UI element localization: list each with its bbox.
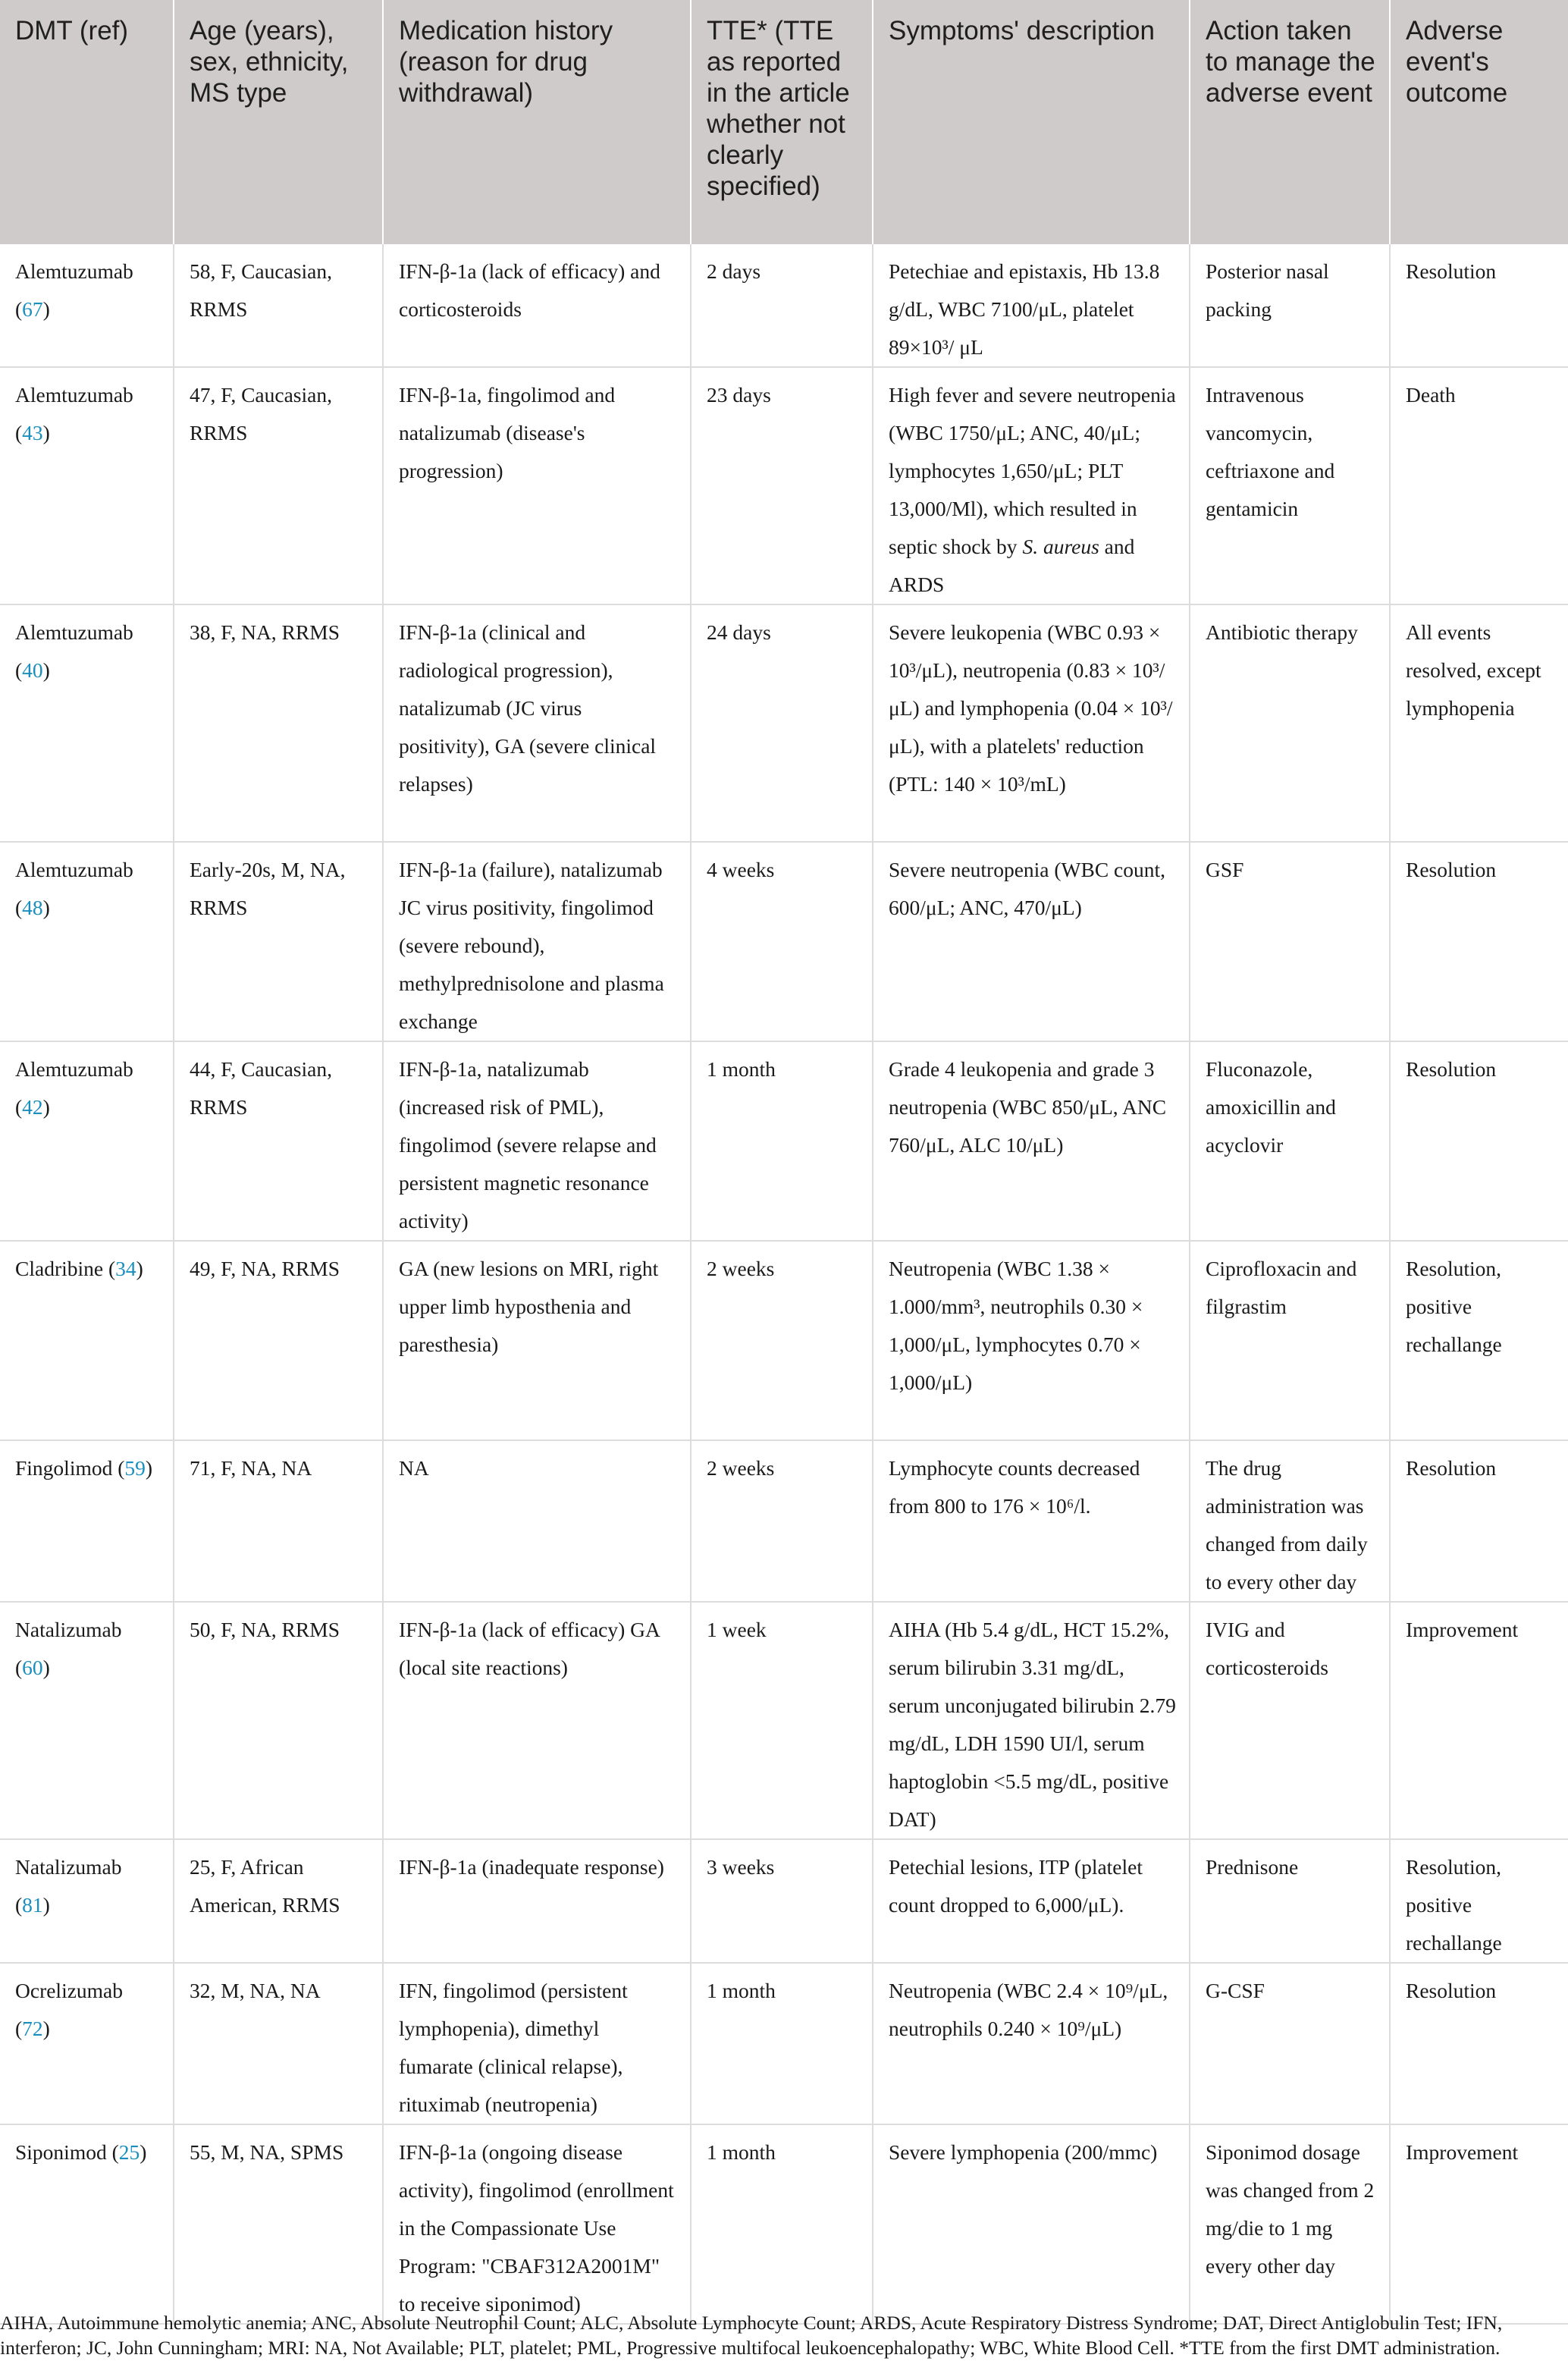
drug-name: Alemtuzumab	[15, 259, 133, 283]
footnote-line: AIHA, Autoimmune hemolytic anemia; ANC, Absolute Neutrophil Count; ALC, Absolute Lymphocyte Count; ARDS, Acute Respiratory Distress Syndrome; DAT, Direct Antiglobulin Test; IFN,	[0, 2312, 1503, 2334]
table-row	[0, 1602, 1568, 1839]
cell-action: Posterior nasal packing	[1190, 244, 1390, 367]
pathogen-name: S. aureus	[1022, 535, 1099, 558]
drug-name: Natalizumab	[15, 1618, 122, 1641]
cell-symptoms: Petechial lesions, ITP (platelet count dropped to 6,000/μL).	[873, 1839, 1190, 1963]
reference-link[interactable]: 81	[22, 1893, 43, 1917]
cell-outcome: Resolution, positive rechallange	[1390, 1839, 1568, 1963]
cell-patient: 49, F, NA, RRMS	[174, 1241, 383, 1440]
cell-medication-history: IFN-β-1a (ongoing disease activity), fingolimod (enrollment in the Compassionate Use Program: "CBAF312A2001M" to receive siponimod)	[383, 2124, 691, 2324]
reference-link[interactable]: 25	[118, 2140, 140, 2164]
cell-patient: 50, F, NA, RRMS	[174, 1602, 383, 1839]
cell-action: Antibiotic therapy	[1190, 604, 1390, 842]
drug-name: Fingolimod	[15, 1456, 113, 1480]
cell-medication-history: GA (new lesions on MRI, right upper limb hyposthenia and paresthesia)	[383, 1241, 691, 1440]
cell-dmt: Fingolimod (59)	[0, 1440, 174, 1602]
cell-medication-history: IFN-β-1a (clinical and radiological progression), natalizumab (JC virus positivity), GA (severe clinical relapses)	[383, 604, 691, 842]
cell-outcome: Resolution	[1390, 1041, 1568, 1241]
drug-name: Alemtuzumab	[15, 858, 133, 881]
table-header	[0, 0, 1568, 244]
cell-dmt: Alemtuzumab (42)	[0, 1041, 174, 1241]
header-medication-history: Medication history (reason for drug withdrawal)	[383, 0, 691, 244]
header-tte: TTE* (TTE as reported in the article whether not clearly specified)	[691, 0, 873, 244]
cell-dmt: Natalizumab (60)	[0, 1602, 174, 1839]
table-row	[0, 1241, 1568, 1440]
cell-dmt: Alemtuzumab (67)	[0, 244, 174, 367]
cell-tte: 3 weeks	[691, 1839, 873, 1963]
footnote-line: interferon; JC, John Cunningham; MRI: NA, Not Available; PLT, platelet; PML, Progressive multifocal leukoencephalopathy; WBC, White Blood Cell. *TTE from the first DMT administration.	[0, 2337, 1501, 2359]
reference-link[interactable]: 34	[115, 1257, 136, 1280]
cell-symptoms: Lymphocyte counts decreased from 800 to 176 × 10⁶/l.	[873, 1440, 1190, 1602]
reference-link[interactable]: 40	[22, 658, 43, 682]
cell-tte: 1 month	[691, 2124, 873, 2324]
cell-outcome: Death	[1390, 367, 1568, 604]
symptoms-text: High fever and severe neutropenia (WBC 1750/μL; ANC, 40/μL; lymphocytes 1,650/μL; PLT 13,000/Ml), which resulted in septic shock by	[889, 383, 1176, 558]
cell-medication-history: IFN-β-1a (inadequate response)	[383, 1839, 691, 1963]
cell-tte: 2 weeks	[691, 1440, 873, 1602]
cell-dmt: Alemtuzumab (48)	[0, 842, 174, 1041]
cell-patient: 55, M, NA, SPMS	[174, 2124, 383, 2324]
cell-patient: 44, F, Caucasian, RRMS	[174, 1041, 383, 1241]
cell-patient: 32, M, NA, NA	[174, 1963, 383, 2124]
header-dmt: DMT (ref)	[0, 0, 174, 244]
table-row	[0, 604, 1568, 842]
reference-link[interactable]: 72	[22, 2017, 43, 2040]
cell-tte: 2 weeks	[691, 1241, 873, 1440]
header-action: Action taken to manage the adverse event	[1190, 0, 1390, 244]
cell-tte: 1 week	[691, 1602, 873, 1839]
cell-dmt: Alemtuzumab (40)	[0, 604, 174, 842]
cell-dmt: Ocrelizumab (72)	[0, 1963, 174, 2124]
reference-link[interactable]: 67	[22, 297, 43, 321]
cell-outcome: Resolution	[1390, 244, 1568, 367]
cell-symptoms: Severe neutropenia (WBC count, 600/μL; ANC, 470/μL)	[873, 842, 1190, 1041]
cell-tte: 2 days	[691, 244, 873, 367]
cell-dmt: Siponimod (25)	[0, 2124, 174, 2324]
header-row	[0, 0, 1568, 244]
cell-outcome: Improvement	[1390, 1602, 1568, 1839]
cell-outcome: Improvement	[1390, 2124, 1568, 2324]
cell-outcome: Resolution, positive rechallange	[1390, 1241, 1568, 1440]
cell-medication-history: IFN-β-1a (lack of efficacy) GA (local site reactions)	[383, 1602, 691, 1839]
table-row	[0, 1440, 1568, 1602]
reference-link[interactable]: 60	[22, 1656, 43, 1679]
table-body	[0, 244, 1568, 2324]
cell-tte: 1 month	[691, 1963, 873, 2124]
cell-action: G-CSF	[1190, 1963, 1390, 2124]
cell-action: Siponimod dosage was changed from 2 mg/die to 1 mg every other day	[1190, 2124, 1390, 2324]
cell-dmt: Alemtuzumab (43)	[0, 367, 174, 604]
cell-action: IVIG and corticosteroids	[1190, 1602, 1390, 1839]
drug-name: Cladribine	[15, 1257, 104, 1280]
cell-medication-history: IFN, fingolimod (persistent lymphopenia), dimethyl fumarate (clinical relapse), rituximab (neutropenia)	[383, 1963, 691, 2124]
cell-dmt: Natalizumab (81)	[0, 1839, 174, 1963]
cell-medication-history: IFN-β-1a, natalizumab (increased risk of PML), fingolimod (severe relapse and persistent magnetic resonance activity)	[383, 1041, 691, 1241]
table-row	[0, 2124, 1568, 2324]
cell-action: Prednisone	[1190, 1839, 1390, 1963]
drug-name: Ocrelizumab	[15, 1979, 124, 2002]
reference-link[interactable]: 59	[124, 1456, 146, 1480]
cell-symptoms: Grade 4 leukopenia and grade 3 neutropenia (WBC 850/μL, ANC 760/μL, ALC 10/μL)	[873, 1041, 1190, 1241]
cell-action: GSF	[1190, 842, 1390, 1041]
drug-name: Alemtuzumab	[15, 383, 133, 407]
cell-symptoms: Petechiae and epistaxis, Hb 13.8 g/dL, WBC 7100/μL, platelet 89×10³/ μL	[873, 244, 1190, 367]
cell-symptoms: Severe leukopenia (WBC 0.93 × 10³/μL), neutropenia (0.83 × 10³/μL) and lymphopenia (0.04 × 10³/μL), with a platelets' reduction (PTL: 140 × 10³/mL)	[873, 604, 1190, 842]
cell-action: The drug administration was changed from daily to every other day	[1190, 1440, 1390, 1602]
cell-patient: 47, F, Caucasian, RRMS	[174, 367, 383, 604]
table-row	[0, 1041, 1568, 1241]
reference-link[interactable]: 48	[22, 896, 43, 919]
cell-outcome: Resolution	[1390, 842, 1568, 1041]
table-footnote	[0, 2310, 1568, 2360]
cell-tte: 1 month	[691, 1041, 873, 1241]
cell-symptoms: Severe lymphopenia (200/mmc)	[873, 2124, 1190, 2324]
table-row	[0, 1839, 1568, 1963]
cell-action: Fluconazole, amoxicillin and acyclovir	[1190, 1041, 1390, 1241]
cell-patient: 25, F, African American, RRMS	[174, 1839, 383, 1963]
cell-tte: 23 days	[691, 367, 873, 604]
reference-link[interactable]: 43	[22, 421, 43, 444]
cell-action: Intravenous vancomycin, ceftriaxone and gentamicin	[1190, 367, 1390, 604]
cell-patient: 71, F, NA, NA	[174, 1440, 383, 1602]
table-row	[0, 1963, 1568, 2124]
cell-symptoms: AIHA (Hb 5.4 g/dL, HCT 15.2%, serum bilirubin 3.31 mg/dL, serum unconjugated bilirubin 2.79 mg/dL, LDH 1590 UI/l, serum haptoglobin <5.5 mg/dL, positive DAT)	[873, 1602, 1190, 1839]
cell-medication-history: IFN-β-1a, fingolimod and natalizumab (disease's progression)	[383, 367, 691, 604]
cell-medication-history: IFN-β-1a (lack of efficacy) and corticosteroids	[383, 244, 691, 367]
cell-outcome: Resolution	[1390, 1440, 1568, 1602]
cell-patient: 58, F, Caucasian, RRMS	[174, 244, 383, 367]
cell-medication-history: NA	[383, 1440, 691, 1602]
cell-action: Ciprofloxacin and filgrastim	[1190, 1241, 1390, 1440]
table-row	[0, 367, 1568, 604]
cell-symptoms: Neutropenia (WBC 2.4 × 10⁹/μL, neutrophils 0.240 × 10⁹/μL)	[873, 1963, 1190, 2124]
cell-outcome: Resolution	[1390, 1963, 1568, 2124]
cell-dmt: Cladribine (34)	[0, 1241, 174, 1440]
drug-name: Alemtuzumab	[15, 1057, 133, 1081]
cell-tte: 4 weeks	[691, 842, 873, 1041]
symptoms-text: and ARDS	[889, 535, 1135, 596]
reference-link[interactable]: 42	[22, 1095, 43, 1119]
cell-tte: 24 days	[691, 604, 873, 842]
header-patient: Age (years), sex, ethnicity, MS type	[174, 0, 383, 244]
cell-symptoms: Neutropenia (WBC 1.38 × 1.000/mm³, neutrophils 0.30 × 1,000/μL, lymphocytes 0.70 × 1,000/μL)	[873, 1241, 1190, 1440]
drug-name: Natalizumab	[15, 1855, 122, 1879]
cell-medication-history: IFN-β-1a (failure), natalizumab JC virus positivity, fingolimod (severe rebound), methylprednisolone and plasma exchange	[383, 842, 691, 1041]
header-symptoms: Symptoms' description	[873, 0, 1190, 244]
cell-outcome: All events resolved, except lymphopenia	[1390, 604, 1568, 842]
cell-patient: 38, F, NA, RRMS	[174, 604, 383, 842]
drug-name: Siponimod	[15, 2140, 107, 2164]
cell-symptoms	[873, 367, 1190, 604]
cell-patient: Early-20s, M, NA, RRMS	[174, 842, 383, 1041]
header-outcome: Adverse event's outcome	[1406, 16, 1508, 108]
table-row	[0, 842, 1568, 1041]
table-row	[0, 244, 1568, 367]
drug-name: Alemtuzumab	[15, 620, 133, 644]
